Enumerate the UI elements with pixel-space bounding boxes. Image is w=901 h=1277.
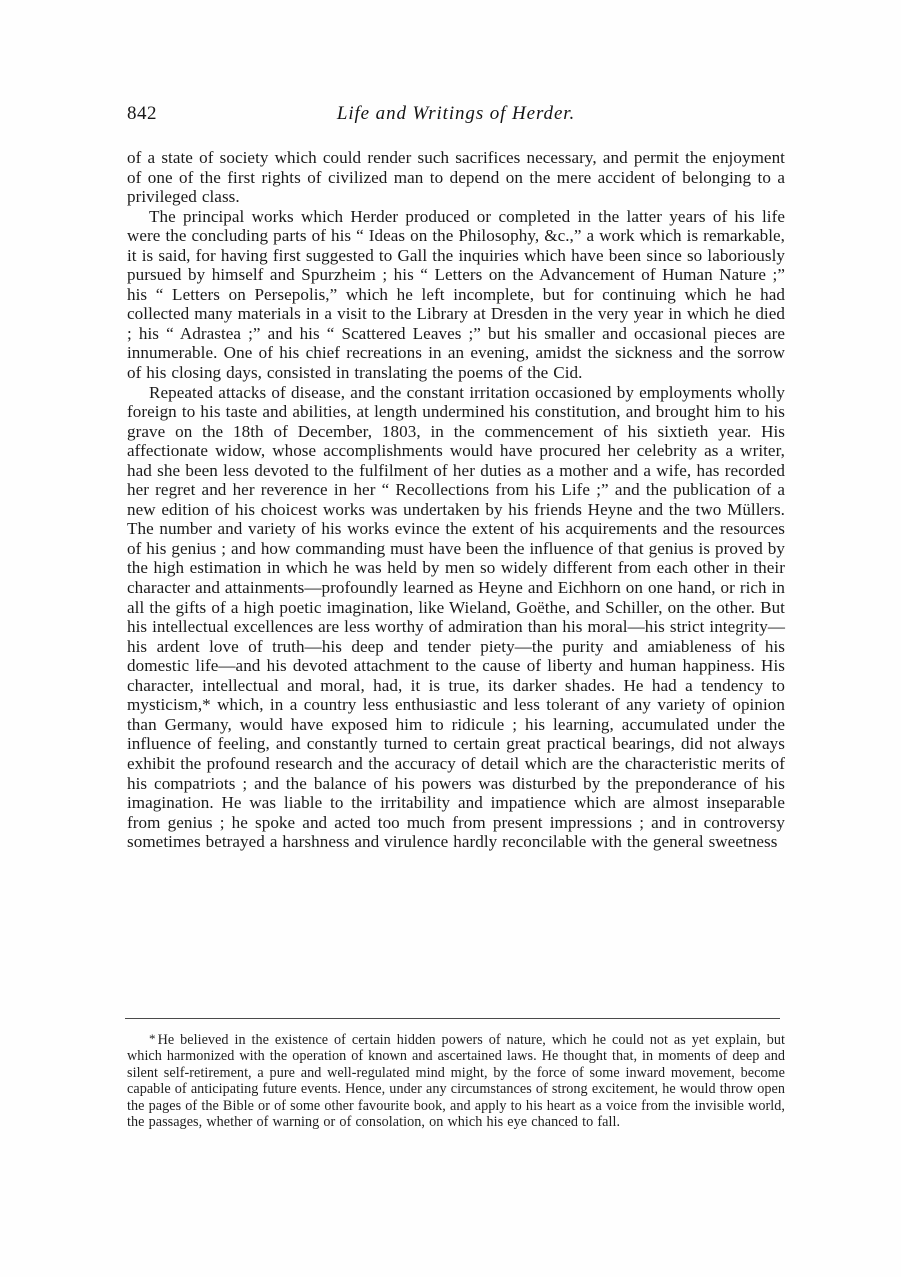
footnote-paragraph xyxy=(127,1031,785,1130)
footnote-marker: * xyxy=(149,1031,156,1046)
footnote xyxy=(127,1031,785,1130)
page-number: 842 xyxy=(127,103,157,124)
paragraph: Repeated attacks of disease, and the constant irritation occasioned by employments wholly foreign to his taste and abilities, at length undermined his constitution, and brought him to his grave on the 18th of December, 1803, in the commencement of his sixtieth year. His affectionate widow, whose accomplishments would have procured her celebrity as a writer, had she been less devoted to the fulfilment of her duties as a mother and a wife, has recorded her regret and her reverence in her “ Recollections from his Life ;” and the publication of a new edition of his choicest works was undertaken by his friends Heyne and the two Müllers. The number and variety of his works evince the extent of his acquirements and the resources of his genius ; and how commanding must have been the influence of that genius is proved by the high estimation in which he was held by men so widely different from each other in their character and attainments—profoundly learned as Heyne and Eichhorn on one hand, or rich in all the gifts of a high poetic imagination, like Wieland, Goëthe, and Schiller, on the other. But his intellectual excellences are less worthy of admiration than his moral—his strict integrity—his ardent love of truth—his deep and tender piety—the purity and amiableness of his domestic life—and his devoted attachment to the cause of liberty and human happiness. His character, intellectual and moral, had, it is true, its darker shades. He had a tendency to mysticism,* which, in a country less enthusiastic and less tolerant of any variety of opinion than Germany, would have exposed him to ridicule ; his learning, accumulated under the influence of feeling, and constantly turned to certain great practical bearings, did not always exhibit the profound research and the accuracy of detail which are the characteristic merits of his compatriots ; and the balance of his powers was disturbed by the preponderance of his imagination. He was liable to the irritability and impatience which are almost inseparable from genius ; he spoke and acted too much from present impressions ; and in controversy sometimes betrayed a harshness and virulence hardly reconcilable with the general sweetness xyxy=(127,382,785,852)
footnote-divider xyxy=(125,1018,780,1019)
paragraph: The principal works which Herder produced or completed in the latter years of his life were the concluding parts of his “ Ideas on the Philosophy, &c.,” a work which is remarkable, it is said, for having first suggested to Gall the inquiries which have been since so laboriously pursued by himself and Spurzheim ; his “ Letters on the Advancement of Human Nature ;” his “ Letters on Persepolis,” which he left incomplete, but for continuing which he had collected many materials in a visit to the Library at Dresden in the very year in which he died ; his “ Adrastea ;” and his “ Scattered Leaves ;” but his smaller and occasional pieces are innumerable. One of his chief recreations in an evening, amidst the sickness and the sorrow of his closing days, consisted in translating the poems of the Cid. xyxy=(127,206,785,383)
running-title: Life and Writings of Herder. xyxy=(336,103,576,124)
paragraph: of a state of society which could render such sacrifices necessary, and permit the enjoyment of one of the first rights of civilized man to depend on the mere accident of belonging to a privileged class. xyxy=(127,148,785,207)
body-text xyxy=(127,148,785,852)
footnote-body: He believed in the existence of certain hidden powers of nature, which he could not as yet explain, but which harmonized with the operation of known and ascertained laws. He thought that, in moments of deep and silent self-retirement, a pure and well-regulated mind might, by the force of some inward movement, become capable of anticipating future events. Hence, under any circumstances of strong excitement, he would throw open the pages of the Bible or of some other favourite book, and apply to his heart as a voice from the invisible world, the passages, whether of warning or of consolation, on which his eye chanced to fall. xyxy=(127,1032,785,1131)
running-head xyxy=(127,103,785,129)
